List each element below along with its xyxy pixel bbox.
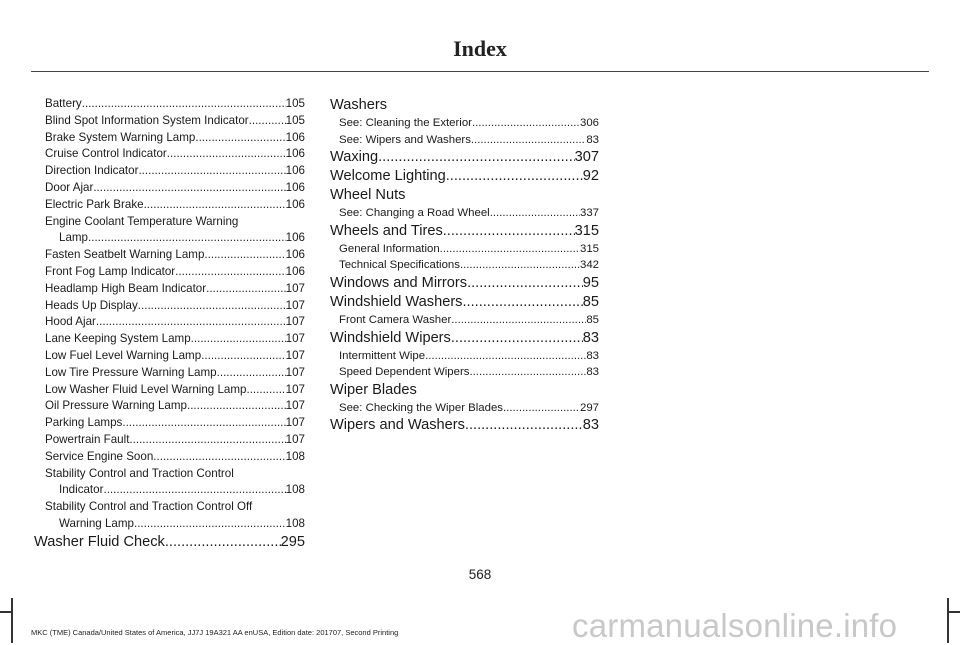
index-entry[interactable]: Heads Up Display ..... 107 — [34, 298, 305, 315]
index-main-entry[interactable]: Wipers and Washers ..... 83 — [330, 416, 599, 435]
index-entry[interactable]: Oil Pressure Warning Lamp ..... 107 — [34, 398, 305, 415]
index-main-entry[interactable]: Windshield Washers ..... 85 — [330, 293, 599, 312]
index-entry[interactable]: See: Wipers and Washers ..... 83 — [330, 132, 599, 149]
index-entry[interactable]: Headlamp High Beam Indicator ..... 107 — [34, 281, 305, 298]
index-entry[interactable]: General Information ..... 315 — [330, 241, 599, 258]
index-entry[interactable]: See: Checking the Wiper Blades ..... 297 — [330, 400, 599, 417]
index-main-entry[interactable]: Windows and Mirrors ..... 95 — [330, 274, 599, 293]
index-entry[interactable]: Electric Park Brake ..... 106 — [34, 197, 305, 214]
crop-mark — [11, 598, 13, 643]
index-entry[interactable]: Blind Spot Information System Indicator ..... 105 — [34, 113, 305, 130]
index-column-left — [34, 96, 305, 552]
index-entry[interactable]: Fasten Seatbelt Warning Lamp ..... 106 — [34, 247, 305, 264]
index-heading: Washers — [330, 97, 388, 113]
index-entry[interactable]: Hood Ajar ..... 107 — [34, 314, 305, 331]
index-entry[interactable]: Door Ajar ..... 106 — [34, 180, 305, 197]
index-entry[interactable]: Lamp ..... 106 — [34, 230, 305, 247]
index-entry[interactable]: Front Camera Washer ..... 85 — [330, 312, 599, 329]
index-entry-line1: Stability Control and Traction Control — [45, 466, 234, 480]
index-entry[interactable]: Lane Keeping System Lamp ..... 107 — [34, 331, 305, 348]
index-entry[interactable]: Front Fog Lamp Indicator ..... 106 — [34, 264, 305, 281]
page-number: 568 — [468, 567, 492, 582]
watermark: carmanualsonline.info — [572, 607, 898, 644]
index-entry[interactable]: Intermittent Wipe ..... 83 — [330, 348, 599, 365]
crop-mark — [0, 611, 11, 613]
index-entry[interactable]: See: Changing a Road Wheel ..... 337 — [330, 205, 599, 222]
index-main-entry[interactable]: Welcome Lighting ..... 92 — [330, 167, 599, 186]
index-column-right — [330, 96, 599, 435]
index-entry[interactable]: Battery ..... 105 — [34, 96, 305, 113]
index-entry[interactable]: Indicator ..... 108 — [34, 482, 305, 499]
index-entry[interactable]: Parking Lamps ..... 107 — [34, 415, 305, 432]
index-entry[interactable]: See: Cleaning the Exterior ..... 306 — [330, 115, 599, 132]
index-main-entry[interactable]: Waxing ..... 307 — [330, 148, 599, 167]
index-entry[interactable]: Direction Indicator ..... 106 — [34, 163, 305, 180]
index-entry-line1: Engine Coolant Temperature Warning — [45, 214, 239, 228]
index-main-entry[interactable]: Windshield Wipers ..... 83 — [330, 329, 599, 348]
page-title: Index — [453, 36, 507, 61]
index-entry[interactable]: Low Fuel Level Warning Lamp ..... 107 — [34, 348, 305, 365]
index-entry[interactable]: Warning Lamp ..... 108 — [34, 516, 305, 533]
index-entry[interactable]: Service Engine Soon ..... 108 — [34, 449, 305, 466]
crop-mark — [949, 611, 960, 613]
index-entry[interactable]: Speed Dependent Wipers ..... 83 — [330, 364, 599, 381]
header-divider — [31, 71, 929, 72]
index-heading: Wheel Nuts — [330, 187, 406, 204]
index-entry[interactable]: Low Tire Pressure Warning Lamp ..... 107 — [34, 365, 305, 382]
index-entry[interactable]: Technical Specifications ..... 342 — [330, 257, 599, 274]
index-entry-line1: Stability Control and Traction Control Off — [45, 500, 253, 514]
edition-footer: MKC (TME) Canada/United States of America, JJ7J 19A321 AA enUSA, Edition date: 201707, Second Printing — [31, 628, 399, 637]
index-entry[interactable]: Cruise Control Indicator ..... 106 — [34, 146, 305, 163]
index-heading: Wiper Blades — [330, 381, 417, 398]
index-entry[interactable]: Powertrain Fault ..... 107 — [34, 432, 305, 449]
index-entry[interactable]: Low Washer Fluid Level Warning Lamp ..... 107 — [34, 382, 305, 399]
index-main-entry[interactable]: Wheels and Tires ..... 315 — [330, 222, 599, 241]
crop-mark — [947, 598, 949, 643]
index-entry[interactable]: Brake System Warning Lamp ..... 106 — [34, 130, 305, 147]
index-main-entry[interactable]: Washer Fluid Check ..... 295 — [34, 533, 305, 552]
